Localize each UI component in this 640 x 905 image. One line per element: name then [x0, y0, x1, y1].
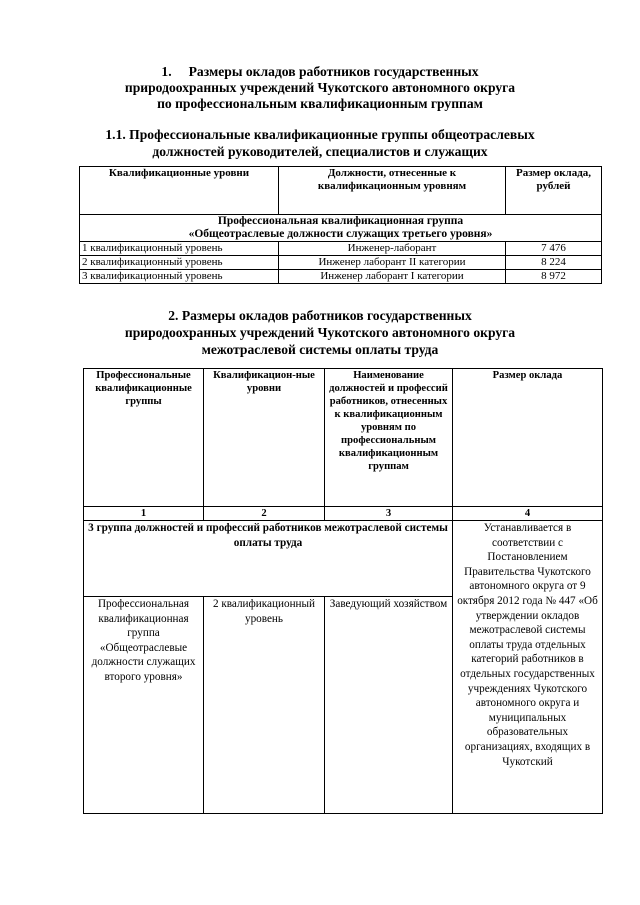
table1-salary-cell: 7 476 — [506, 242, 602, 256]
table1-header-positions: Должности, отнесенные к квалификационным уровням — [279, 167, 506, 215]
table2-salary-note: Устанавливается в соответствии с Постановлением Правительства Чукотского автономного округа от 9 октября 2012 года № 447 «Об утверждении окладов межотраслевой системы оплаты труда отдельных категорий работников в отдельных государственных учреждениях Чукотского автономного округа и муниципальных образовательных организациях, входящих в Чукотский — [453, 521, 603, 814]
section-1-1-title-line: должностей руководителей, специалистов и служащих — [152, 144, 488, 159]
section-1-1-title-line: 1.1. Профессиональные квалификационные группы общеотраслевых — [105, 127, 535, 142]
table1-header-levels: Квалификационные уровни — [80, 167, 279, 215]
salary-table-1 — [79, 166, 602, 284]
table2-level-cell: 2 квалификационный уровень — [204, 596, 325, 813]
table2-pkg-cell: Профессиональная квалификационная группа «Общеотраслевые должности служащих второго уровня» — [84, 596, 204, 813]
table1-level-cell: 1 квалификационный уровень — [80, 242, 279, 256]
table2-col-number: 1 — [84, 507, 204, 521]
table1-level-cell: 2 квалификационный уровень — [80, 256, 279, 270]
section-1-title-line: 1. Размеры окладов работников государственных — [161, 64, 479, 79]
section-1-heading — [0, 64, 640, 112]
salary-table-2 — [83, 368, 603, 814]
section-2-title-line: природоохранных учреждений Чукотского автономного округа — [124, 325, 516, 340]
table-row — [80, 256, 602, 270]
table1-position-cell: Инженер лаборант I категории — [279, 270, 506, 284]
table1-salary-cell: 8 224 — [506, 256, 602, 270]
table2-col-number: 4 — [453, 507, 603, 521]
table2-col-number: 2 — [204, 507, 325, 521]
section-2-title-line: 2. Размеры окладов работников государственных — [168, 308, 472, 323]
section-1-title-line: по профессиональным квалификационным группам — [157, 96, 483, 111]
table2-header-pkg: Профессиональные квалификационные группы — [84, 369, 204, 507]
table2-header-levels: Квалификацион-ные уровни — [204, 369, 325, 507]
table2-header-positions: Наименование должностей и профессий работников, отнесенных к квалификационным уровням по профессиональным квалификационным группам — [325, 369, 453, 507]
section-1-1-heading — [0, 126, 640, 160]
table1-header-salary: Размер оклада, рублей — [506, 167, 602, 215]
table1-group-title: Профессиональная квалификационная группа «Общеотраслевые должности служащих третьего уровня» — [80, 215, 602, 242]
table2-group-row: 3 группа должностей и профессий работников межотраслевой системы оплаты труда — [84, 521, 453, 597]
table-row — [80, 270, 602, 284]
table2-position-cell: Заведующий хозяйством — [325, 596, 453, 813]
table1-position-cell: Инженер лаборант II категории — [279, 256, 506, 270]
table-row — [80, 242, 602, 256]
section-1-title-line: природоохранных учреждений Чукотского автономного округа — [124, 80, 516, 95]
section-1-number: 1. — [161, 64, 172, 79]
section-2-title-line: межотраслевой системы оплаты труда — [201, 342, 439, 357]
table2-header-salary: Размер оклада — [453, 369, 603, 507]
table1-salary-cell: 8 972 — [506, 270, 602, 284]
table1-level-cell: 3 квалификационный уровень — [80, 270, 279, 284]
table2-col-number: 3 — [325, 507, 453, 521]
section-2-heading — [0, 307, 640, 358]
table1-position-cell: Инженер-лаборант — [279, 242, 506, 256]
